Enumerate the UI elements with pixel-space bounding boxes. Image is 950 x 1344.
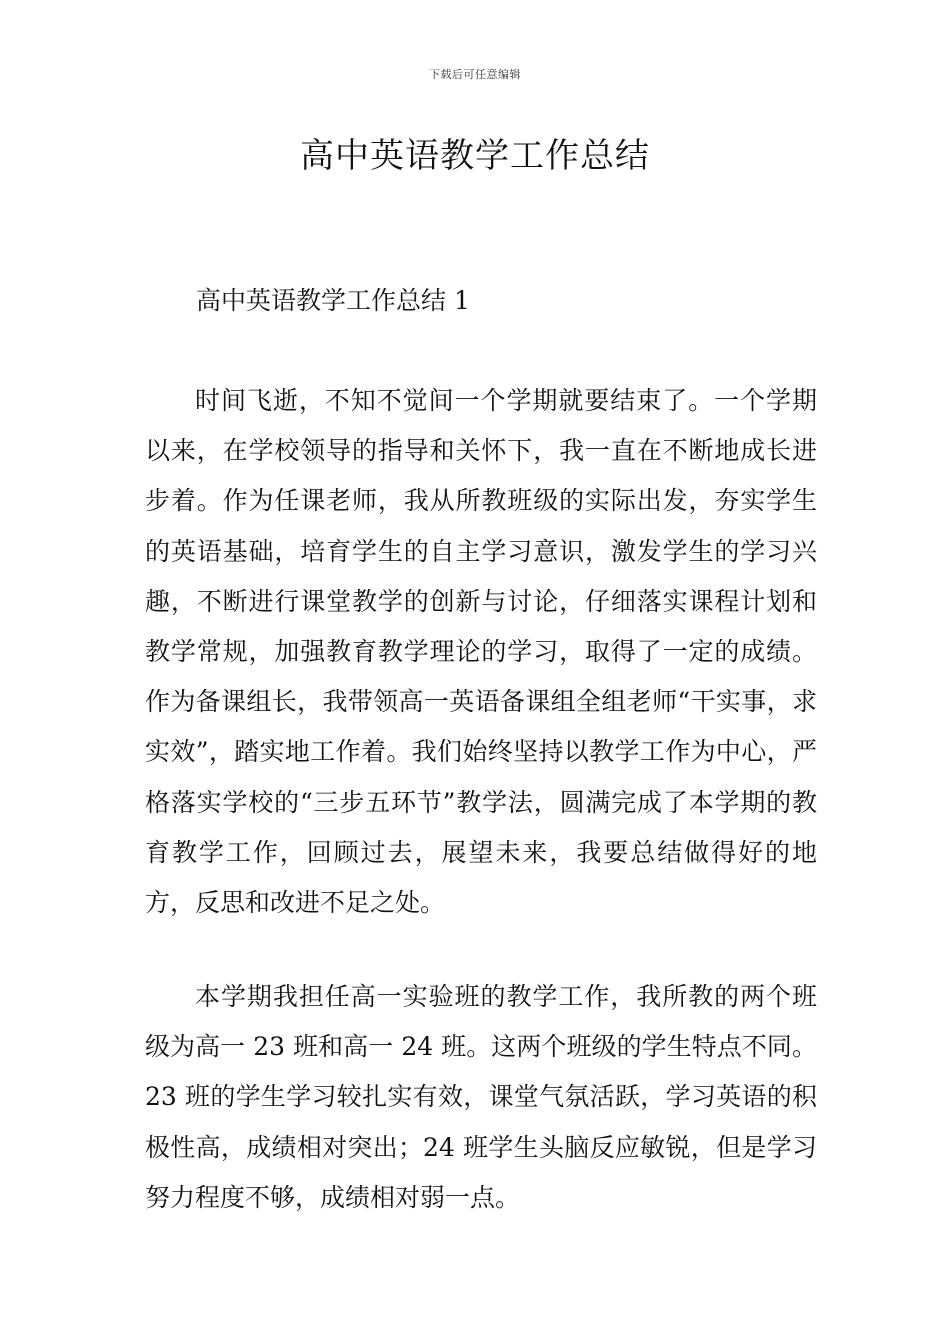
document-title: 高中英语教学工作总结	[300, 136, 650, 176]
body-paragraph-2: 本学期我担任高一实验班的教学工作，我所教的两个班级为高一 23 班和高一 24 班。这两个班级的学生特点不同。23 班的学生学习较扎实有效，课堂气氛活跃，学习英语的积极性高，成绩相对突出；24 班学生头脑反应敏锐，但是学习努力程度不够，成绩相对弱一点。	[145, 982, 817, 1212]
header-note: 下载后可任意编辑	[429, 68, 521, 81]
section-heading: 高中英语教学工作总结 1	[196, 286, 470, 315]
body-paragraph-1: 时间飞逝，不知不觉间一个学期就要结束了。一个学期以来，在学校领导的指导和关怀下，我一直在不断地成长进步着。作为任课老师，我从所教班级的实际出发，夯实学生的英语基础，培育学生的自主学习意识，激发学生的学习兴趣，不断进行课堂教学的创新与讨论，仔细落实课程计划和教学常规，加强教育教学理论的学习，取得了一定的成绩。作为备课组长，我带领高一英语备课组全组老师“干实事，求实效”，踏实地工作着。我们始终坚持以教学工作为中心，严格落实学校的“三步五环节”教学法，圆满完成了本学期的教育教学工作，回顾过去，展望未来，我要总结做得好的地方，反思和改进不足之处。	[145, 386, 817, 918]
